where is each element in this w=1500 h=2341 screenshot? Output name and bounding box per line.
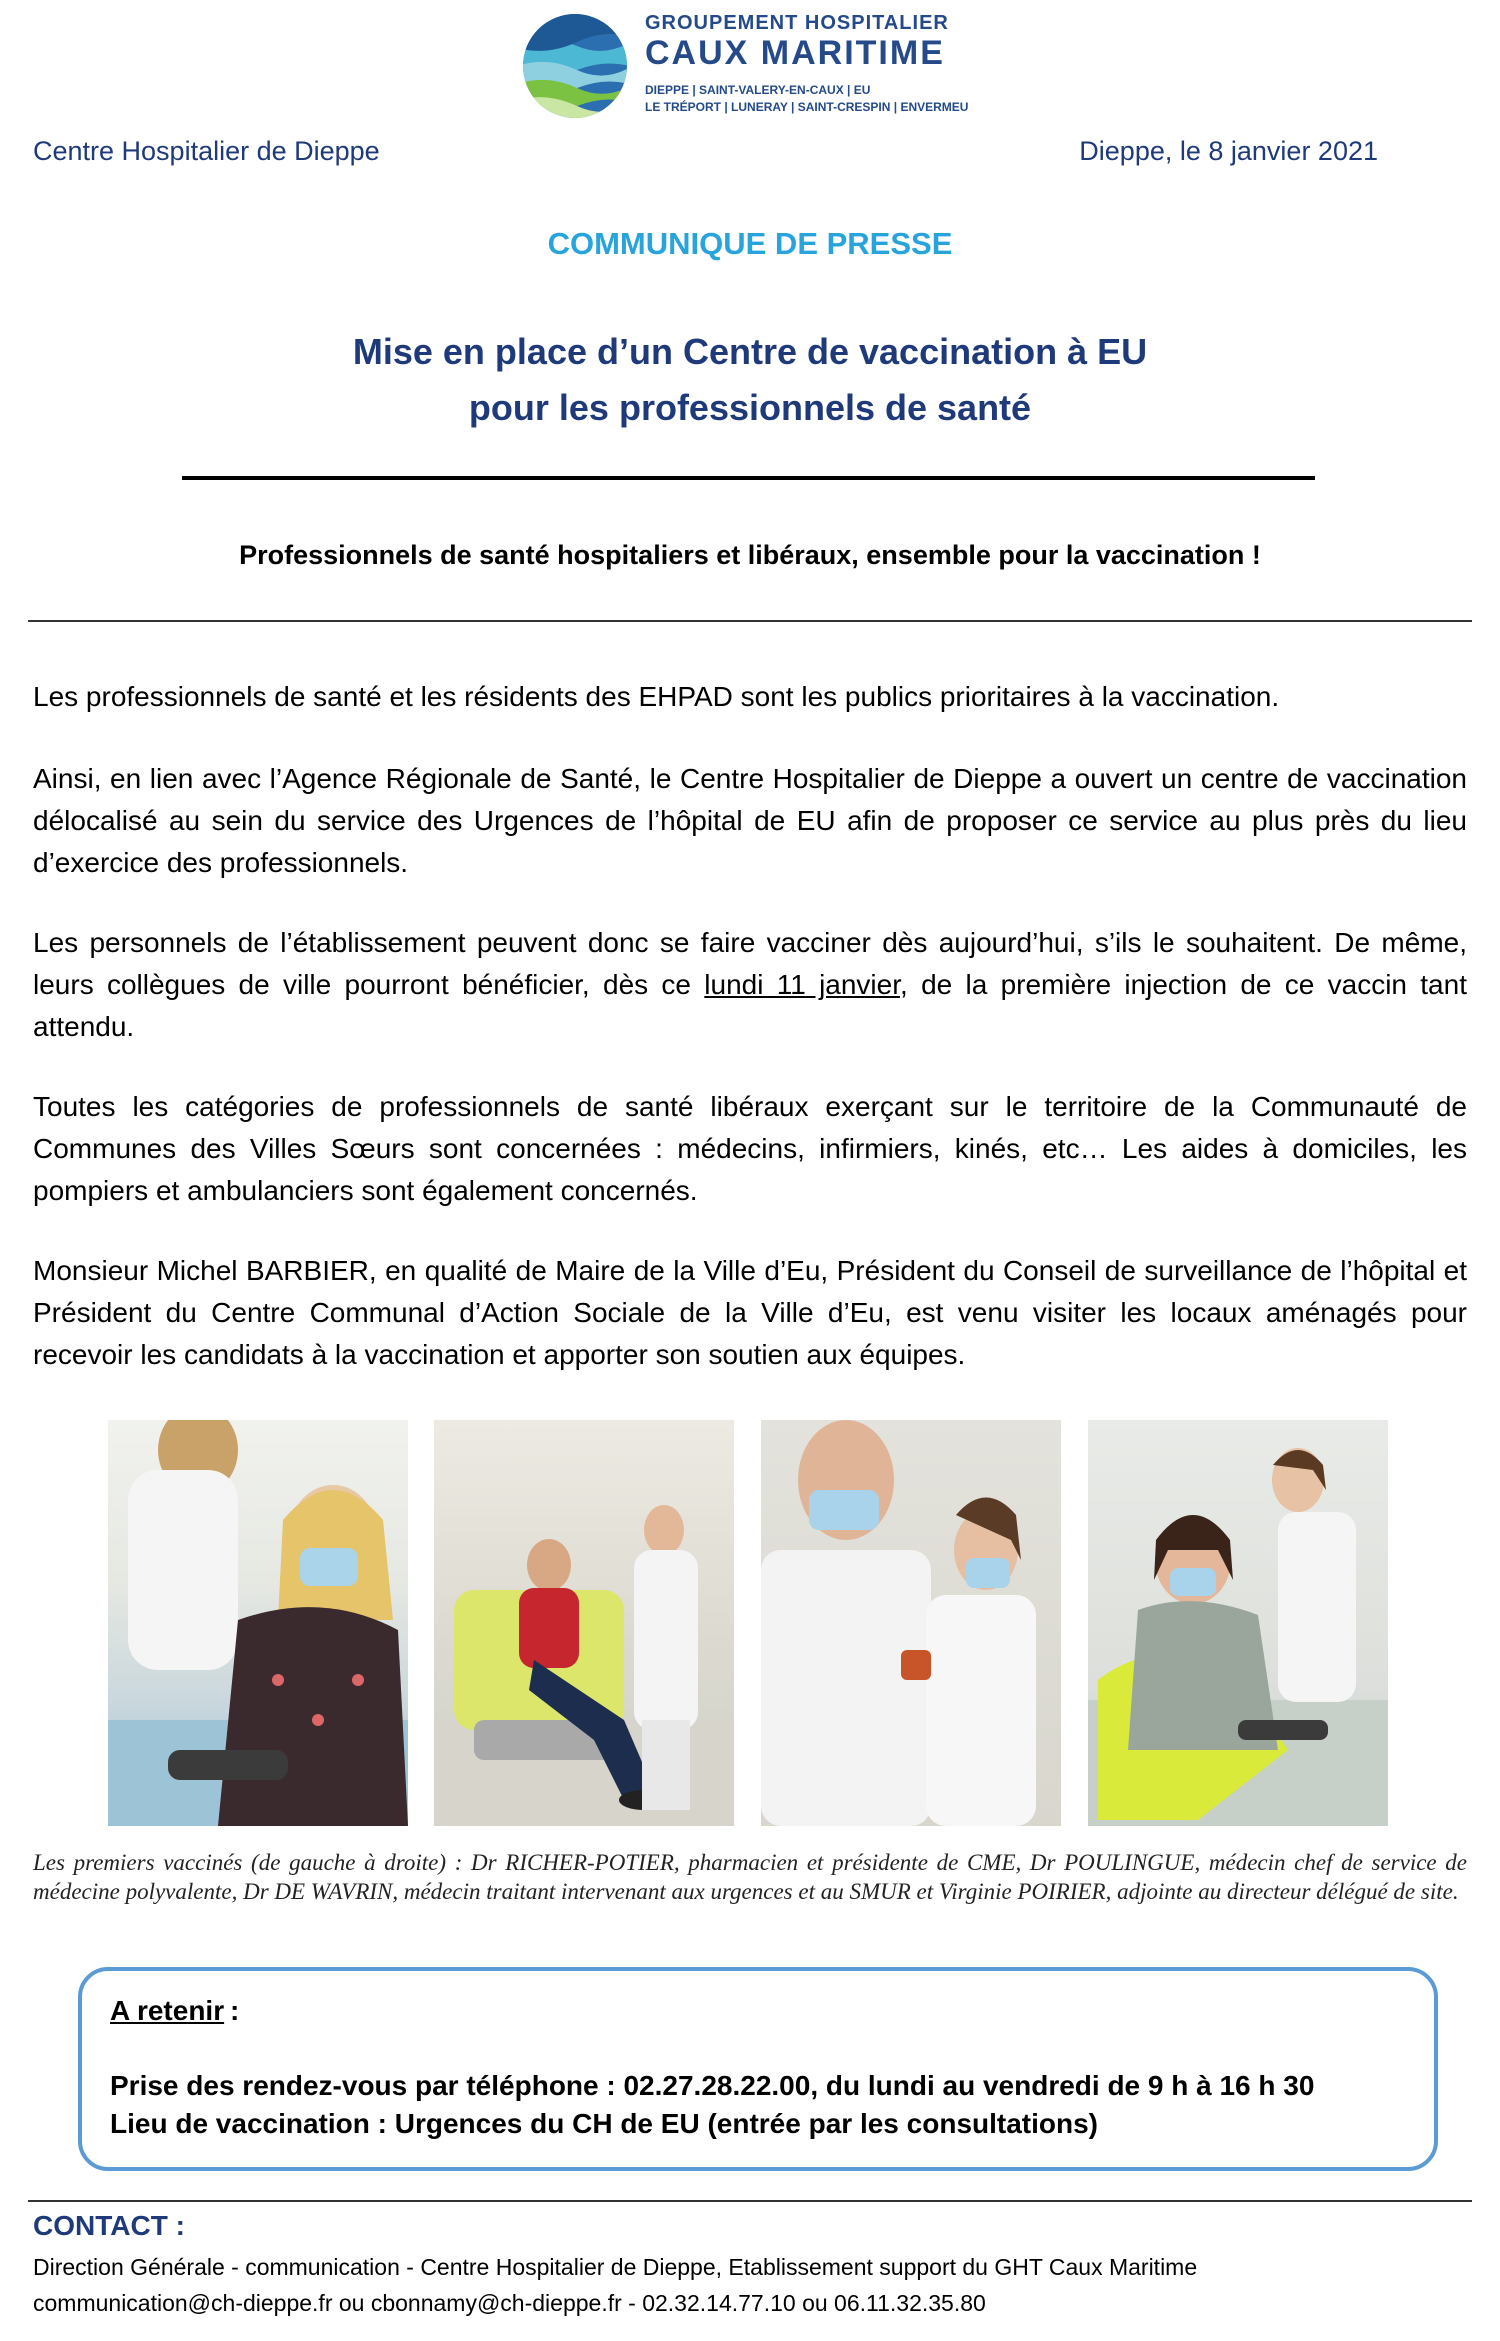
press-release-label: COMMUNIQUE DE PRESSE (547, 226, 953, 261)
paragraph-3-part2: , de la première injection de ce vaccin tant attendu. (33, 969, 1467, 1042)
contact-department: Direction Générale - communication - Centre Hospitalier de Dieppe, Etablissement support du GHT Caux Maritime (33, 2254, 1198, 2280)
logo-line3: DIEPPE | SAINT-VALERY-EN-CAUX | EU (645, 83, 871, 97)
page-title (0, 324, 1500, 436)
section-divider (28, 620, 1472, 622)
appointment-info: Prise des rendez-vous par téléphone : 02.27.28.22.00, du lundi au vendredi de 9 h à 16 h 30 (110, 2070, 1315, 2101)
paragraph-1: Les professionnels de santé et les résidents des EHPAD sont les publics prioritaires à la vaccination. (33, 681, 1280, 712)
logo-line2: CAUX MARITIME (645, 34, 945, 72)
key-info-title: A retenir (110, 1995, 225, 2026)
paragraph-5: Monsieur Michel BARBIER, en qualité de Maire de la Ville d’Eu, Président du Conseil de surveillance de l’hôpital et Président du Centre Communal d’Action Sociale de la Ville d’Eu, est venu visiter les locaux aménagés pour recevoir les candidats à la vaccination et apporter son soutien aux équipes. (33, 1255, 1467, 1370)
paragraph-3 (33, 922, 1467, 1048)
header-date: Dieppe, le 8 janvier 2021 (1079, 136, 1378, 166)
key-info-colon: : (230, 1995, 240, 2026)
title-line2: pour les professionnels de santé (468, 387, 1032, 428)
title-divider (182, 476, 1315, 480)
vaccination-photo-2 (434, 1420, 734, 1826)
subtitle: Professionnels de santé hospitaliers et libéraux, ensemble pour la vaccination ! (239, 540, 1261, 570)
logo-line1: GROUPEMENT HOSPITALIER (645, 12, 949, 34)
vaccination-photo-1 (108, 1420, 408, 1826)
header-institution: Centre Hospitalier de Dieppe (33, 136, 380, 166)
vaccination-photo-3 (761, 1420, 1061, 1826)
paragraph-4: Toutes les catégories de professionnels de santé libéraux exerçant sur le territoire de la Communauté de Communes des Villes Sœurs sont concernées : médecins, infirmiers, kinés, etc… Les aides à domiciles, les pompiers et ambulanciers sont également concernés. (33, 1091, 1467, 1206)
title-line1: Mise en place d’un Centre de vaccination à EU (352, 331, 1148, 372)
key-info-box (78, 1967, 1438, 2171)
paragraph-3-part1: Les personnels de l’établissement peuvent donc se faire vacciner dès aujourd’hui, s’ils le souhaitent. De même, leurs collègues de ville pourront bénéficier, dès ce (33, 927, 1467, 1000)
paragraph-2: Ainsi, en lien avec l’Agence Régionale de Santé, le Centre Hospitalier de Dieppe a ouvert un centre de vaccination délocalisé au sein du service des Urgences de l’hôpital de EU afin de proposer ce service au plus près du lieu d’exercice des professionnels. (33, 763, 1467, 878)
contact-divider (28, 2200, 1472, 2202)
vaccination-photo-4 (1088, 1420, 1388, 1826)
photo-caption: Les premiers vaccinés (de gauche à droite) : Dr RICHER-POTIER, pharmacien et présidente de CME, Dr POULINGUE, médecin chef de service de médecine polyvalente, Dr DE WAVRIN, médecin traitant intervenant aux urgences et au SMUR et Virginie POIRIER, adjointe au directeur délégué de site. (33, 1850, 1467, 1904)
contact-details: communication@ch-dieppe.fr ou cbonnamy@ch-dieppe.fr - 02.32.14.77.10 ou 06.11.32.35.80 (33, 2290, 986, 2316)
location-info: Lieu de vaccination : Urgences du CH de EU (entrée par les consultations) (110, 2108, 1098, 2139)
contact-title: CONTACT : (33, 2210, 185, 2241)
logo-line4: LE TRÉPORT | LUNERAY | SAINT-CRESPIN | ENVERMEU (645, 100, 969, 114)
date-highlight: lundi 11 janvier (704, 969, 901, 1000)
